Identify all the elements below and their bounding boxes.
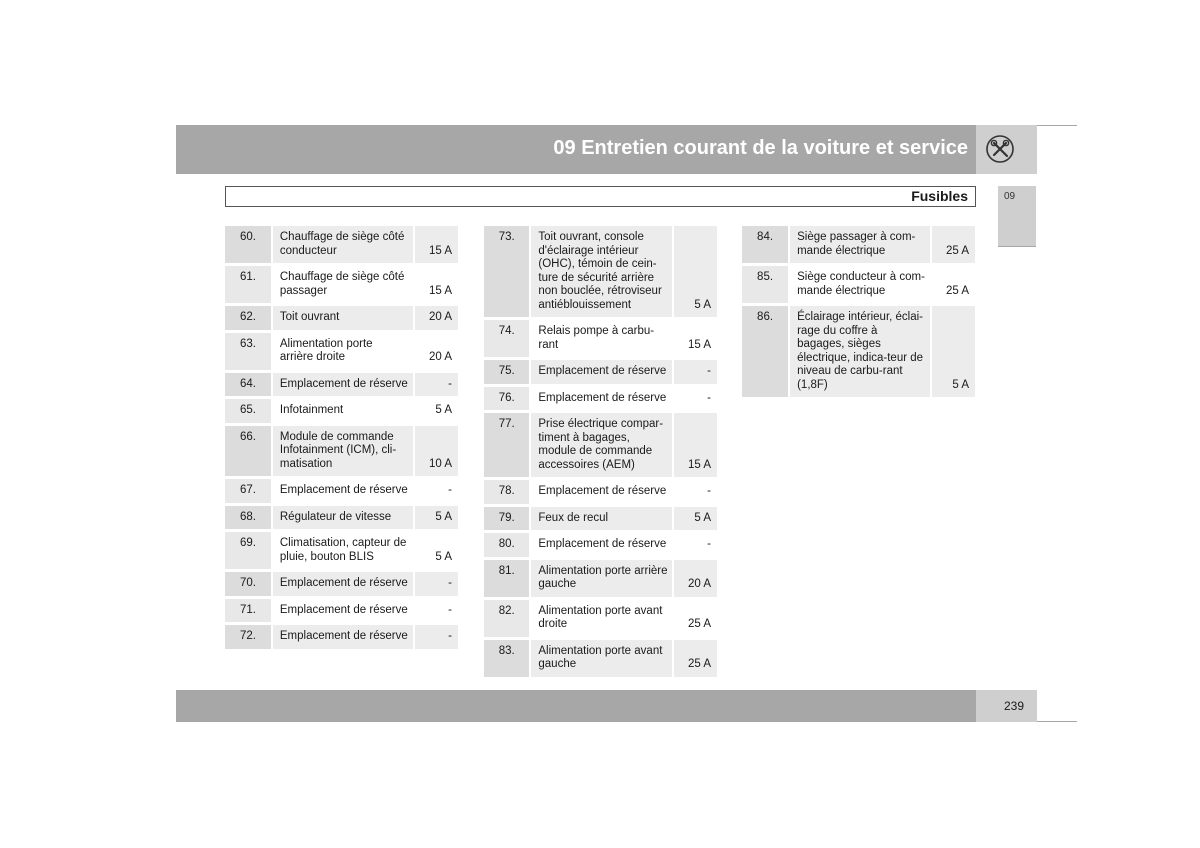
fuse-amperage: - (674, 480, 717, 507)
fuse-row (484, 413, 717, 480)
fuse-number: 81. (484, 560, 529, 600)
fuse-description: Alimentation porte arrière droite (271, 333, 415, 373)
fuse-number: 83. (484, 640, 529, 680)
fuse-number: 66. (225, 426, 271, 480)
fuse-number: 76. (484, 387, 529, 414)
fuse-amperage: 20 A (415, 333, 458, 373)
fuse-description: Siège passager à com-mande électrique (788, 226, 931, 266)
fuse-number: 71. (225, 599, 271, 626)
header-rule (1037, 125, 1077, 126)
fuse-description: Module de commande Infotainment (ICM), cli-matisation (271, 426, 415, 480)
fuse-row (225, 506, 458, 533)
footer-page-box (976, 690, 1037, 722)
fuse-amperage: 25 A (932, 266, 975, 306)
fuse-table-column-2 (484, 226, 717, 680)
fuse-description: Éclairage intérieur, éclai-rage du coffre à bagages, sièges électrique, indica-teur de niveau de carbu-rant (1,8F) (788, 306, 931, 400)
fuse-row (484, 480, 717, 507)
fuse-description: Toit ouvrant (271, 306, 415, 333)
fuse-number: 62. (225, 306, 271, 333)
fuse-amperage: 15 A (674, 413, 717, 480)
fuse-row (742, 266, 975, 306)
fuse-number: 64. (225, 373, 271, 400)
fuse-number: 65. (225, 399, 271, 426)
fuse-amperage: 5 A (674, 226, 717, 320)
fuse-description: Emplacement de réserve (529, 360, 674, 387)
fuse-row (225, 572, 458, 599)
chapter-icon-box (976, 125, 1037, 174)
fuse-description: Relais pompe à carbu-rant (529, 320, 674, 360)
section-bar (225, 186, 976, 207)
chapter-tab-label: 09 (1004, 191, 1016, 202)
fuse-number: 72. (225, 625, 271, 652)
fuse-description: Siège conducteur à com-mande électrique (788, 266, 931, 306)
chapter-tab[interactable] (998, 186, 1036, 247)
fuse-amperage: 5 A (932, 306, 975, 400)
fuse-row (484, 560, 717, 600)
fuse-number: 60. (225, 226, 271, 266)
fuse-description: Climatisation, capteur de pluie, bouton BLIS (271, 532, 415, 572)
fuse-number: 79. (484, 507, 529, 534)
fuse-amperage: 5 A (415, 532, 458, 572)
fuse-row (742, 306, 975, 400)
fuse-row (484, 533, 717, 560)
fuse-number: 70. (225, 572, 271, 599)
fuse-amperage: 15 A (674, 320, 717, 360)
fuse-table-column-1 (225, 226, 458, 652)
fuse-row (484, 226, 717, 320)
fuse-row (225, 226, 458, 266)
fuse-amperage: 25 A (932, 226, 975, 266)
fuse-amperage: - (674, 387, 717, 414)
fuse-row (225, 599, 458, 626)
fuse-number: 80. (484, 533, 529, 560)
fuse-amperage: - (674, 360, 717, 387)
chapter-title: 09 Entretien courant de la voiture et service (553, 137, 968, 159)
fuse-description: Emplacement de réserve (529, 533, 674, 560)
footer-bar (176, 690, 976, 722)
fuse-row (225, 399, 458, 426)
fuse-amperage: - (415, 479, 458, 506)
fuse-amperage: - (674, 533, 717, 560)
fuse-number: 61. (225, 266, 271, 306)
section-title: Fusibles (911, 188, 968, 204)
fuse-amperage: - (415, 572, 458, 599)
fuse-row (225, 266, 458, 306)
fuse-amperage: 10 A (415, 426, 458, 480)
fuse-row (225, 625, 458, 652)
fuse-amperage: 5 A (415, 399, 458, 426)
fuse-number: 63. (225, 333, 271, 373)
fuse-number: 84. (742, 226, 788, 266)
fuse-number: 68. (225, 506, 271, 533)
fuse-description: Régulateur de vitesse (271, 506, 415, 533)
fuse-row (225, 532, 458, 572)
fuse-row (484, 320, 717, 360)
fuse-description: Alimentation porte arrière gauche (529, 560, 674, 600)
fuse-row (484, 360, 717, 387)
fuse-row (742, 226, 975, 266)
fuse-amperage: - (415, 373, 458, 400)
fuse-number: 82. (484, 600, 529, 640)
fuse-number: 86. (742, 306, 788, 400)
fuse-description: Alimentation porte avant droite (529, 600, 674, 640)
fuse-description: Emplacement de réserve (529, 480, 674, 507)
fuse-description: Feux de recul (529, 507, 674, 534)
fuse-description: Prise électrique compar-timent à bagages, module de commande accessoires (AEM) (529, 413, 674, 480)
fuse-row (484, 640, 717, 680)
fuse-amperage: 25 A (674, 600, 717, 640)
fuse-row (484, 507, 717, 534)
page-number: 239 (1003, 699, 1024, 713)
fuse-amperage: - (415, 625, 458, 652)
fuse-description: Chauffage de siège côté conducteur (271, 226, 415, 266)
fuse-number: 75. (484, 360, 529, 387)
fuse-number: 67. (225, 479, 271, 506)
fuse-amperage: 5 A (674, 507, 717, 534)
fuse-row (225, 479, 458, 506)
footer-rule (1037, 721, 1077, 722)
fuse-row (484, 387, 717, 414)
fuse-number: 73. (484, 226, 529, 320)
chapter-header-bar (176, 125, 976, 174)
fuse-description: Chauffage de siège côté passager (271, 266, 415, 306)
fuse-row (225, 333, 458, 373)
fuse-number: 77. (484, 413, 529, 480)
fuse-row (225, 306, 458, 333)
fuse-row (225, 373, 458, 400)
fuse-amperage: 15 A (415, 266, 458, 306)
fuse-amperage: - (415, 599, 458, 626)
fuse-description: Alimentation porte avant gauche (529, 640, 674, 680)
fuse-amperage: 20 A (415, 306, 458, 333)
fuse-number: 69. (225, 532, 271, 572)
fuse-amperage: 15 A (415, 226, 458, 266)
fuse-description: Emplacement de réserve (271, 479, 415, 506)
fuse-description: Emplacement de réserve (529, 387, 674, 414)
fuse-description: Toit ouvrant, console d'éclairage intérieur (OHC), témoin de cein-ture de sécurité arrière non bouclée, rétroviseur antiéblouissement (529, 226, 674, 320)
fuse-amperage: 25 A (674, 640, 717, 680)
fuse-number: 74. (484, 320, 529, 360)
fuse-number: 78. (484, 480, 529, 507)
fuse-description: Emplacement de réserve (271, 572, 415, 599)
fuse-table-column-3 (742, 226, 975, 400)
fuse-description: Infotainment (271, 399, 415, 426)
fuse-amperage: 5 A (415, 506, 458, 533)
fuse-description: Emplacement de réserve (271, 373, 415, 400)
fuse-amperage: 20 A (674, 560, 717, 600)
wrench-icon (985, 134, 1015, 164)
fuse-row (484, 600, 717, 640)
fuse-number: 85. (742, 266, 788, 306)
fuse-description: Emplacement de réserve (271, 599, 415, 626)
fuse-description: Emplacement de réserve (271, 625, 415, 652)
fuse-row (225, 426, 458, 480)
